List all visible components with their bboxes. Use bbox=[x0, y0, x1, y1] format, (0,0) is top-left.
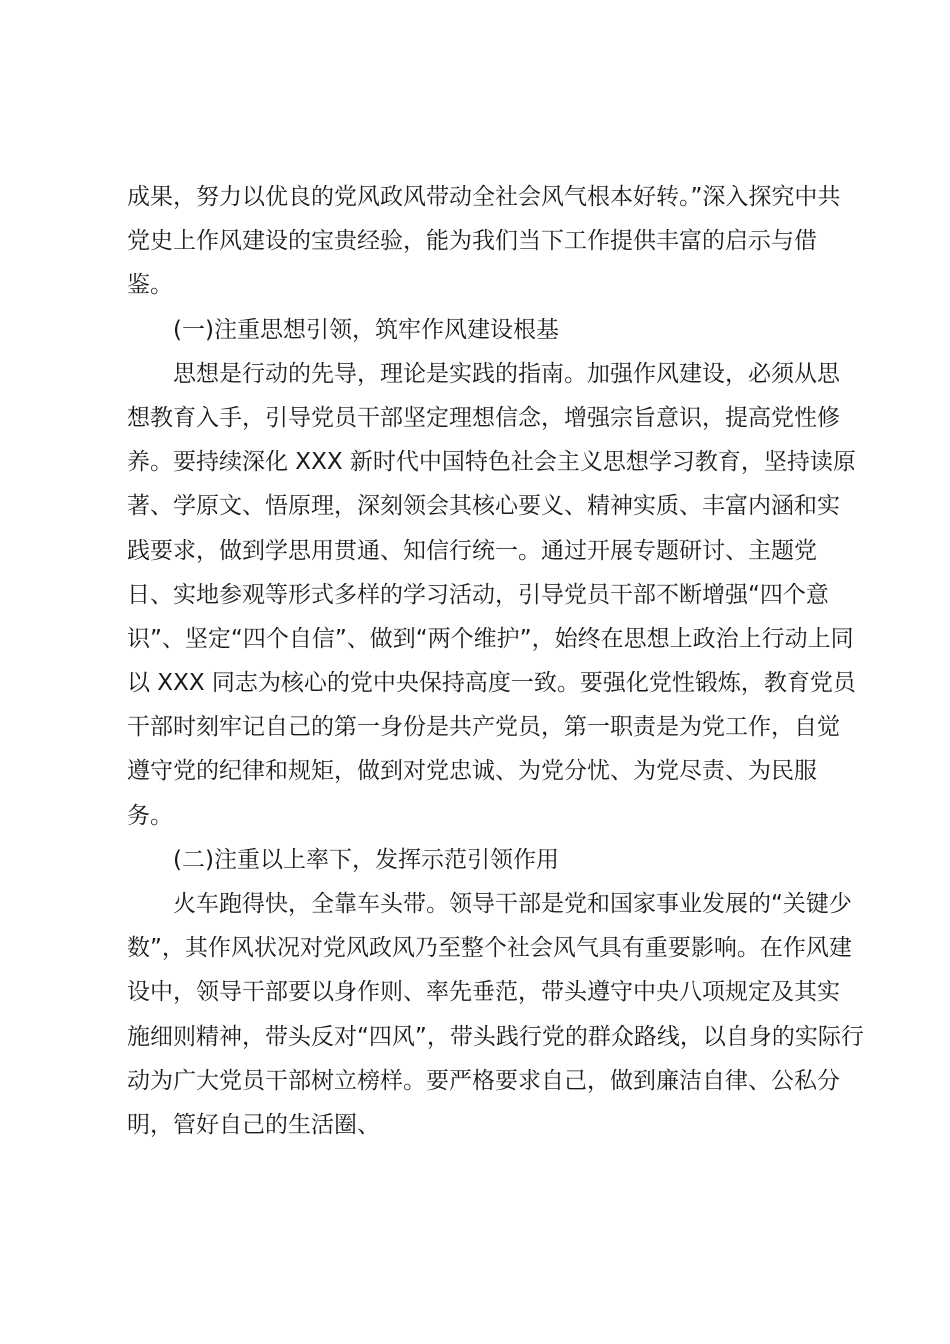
text-line: 想教育入手，引导党员干部坚定理想信念，增强宗旨意识，提高党性修 bbox=[127, 404, 840, 431]
text-line: 党史上作风建设的宝贵经验，能为我们当下工作提供丰富的启示与借 bbox=[127, 228, 817, 255]
text-line: 日、实地参观等形式多样的学习活动，引导党员干部不断增强“四个意 bbox=[127, 581, 829, 608]
text-line: 明，管好自己的生活圈、 bbox=[127, 1111, 380, 1138]
text-line: 践要求，做到学思用贯通、知信行统一。通过开展专题研讨、主题党 bbox=[127, 537, 817, 564]
text-line: 动为广大党员干部树立榜样。要严格要求自己，做到廉洁自律、公私分 bbox=[127, 1067, 840, 1094]
section-heading-1: (一)注重思想引领，筑牢作风建设根基 bbox=[173, 316, 559, 343]
text-line: 干部时刻牢记自己的第一身份是共产党员，第一职责是为党工作，自觉 bbox=[127, 714, 840, 741]
text-line: 设中，领导干部要以身作则、率先垂范，带头遵守中央八项规定及其实 bbox=[127, 979, 840, 1006]
text-line: 识”、坚定“四个自信”、做到“两个维护”，始终在思想上政治上行动上同 bbox=[127, 625, 854, 652]
text-line: 思想是行动的先导，理论是实践的指南。加强作风建设，必须从思 bbox=[173, 360, 840, 387]
text-line: 著、学原文、悟原理，深刻领会其核心要义、精神实质、丰富内涵和实 bbox=[127, 493, 840, 520]
document-body bbox=[127, 175, 864, 1147]
text-line: 火车跑得快，全靠车头带。领导干部是党和国家事业发展的“关键少 bbox=[173, 891, 852, 917]
text-line: 务。 bbox=[127, 802, 173, 829]
text-line: 以 XXX 同志为核心的党中央保持高度一致。要强化党性锻炼，教育党员 bbox=[127, 670, 856, 697]
text-line: 遵守党的纪律和规矩，做到对党忠诚、为党分忧、为党尽责、为民服 bbox=[127, 758, 817, 785]
text-line: 鉴。 bbox=[127, 272, 173, 299]
text-line: 养。要持续深化 XXX 新时代中国特色社会主义思想学习教育，坚持读原 bbox=[127, 449, 856, 476]
section-heading-2: (二)注重以上率下，发挥示范引领作用 bbox=[173, 846, 559, 873]
text-line: 成果，努力以优良的党风政风带动全社会风气根本好转。”深入探究中共 bbox=[127, 184, 841, 210]
text-line: 施细则精神，带头反对“四风”，带头践行党的群众路线，以自身的实际行 bbox=[127, 1023, 864, 1050]
text-line: 数”，其作风状况对党风政风乃至整个社会风气具有重要影响。在作风建 bbox=[127, 935, 852, 962]
